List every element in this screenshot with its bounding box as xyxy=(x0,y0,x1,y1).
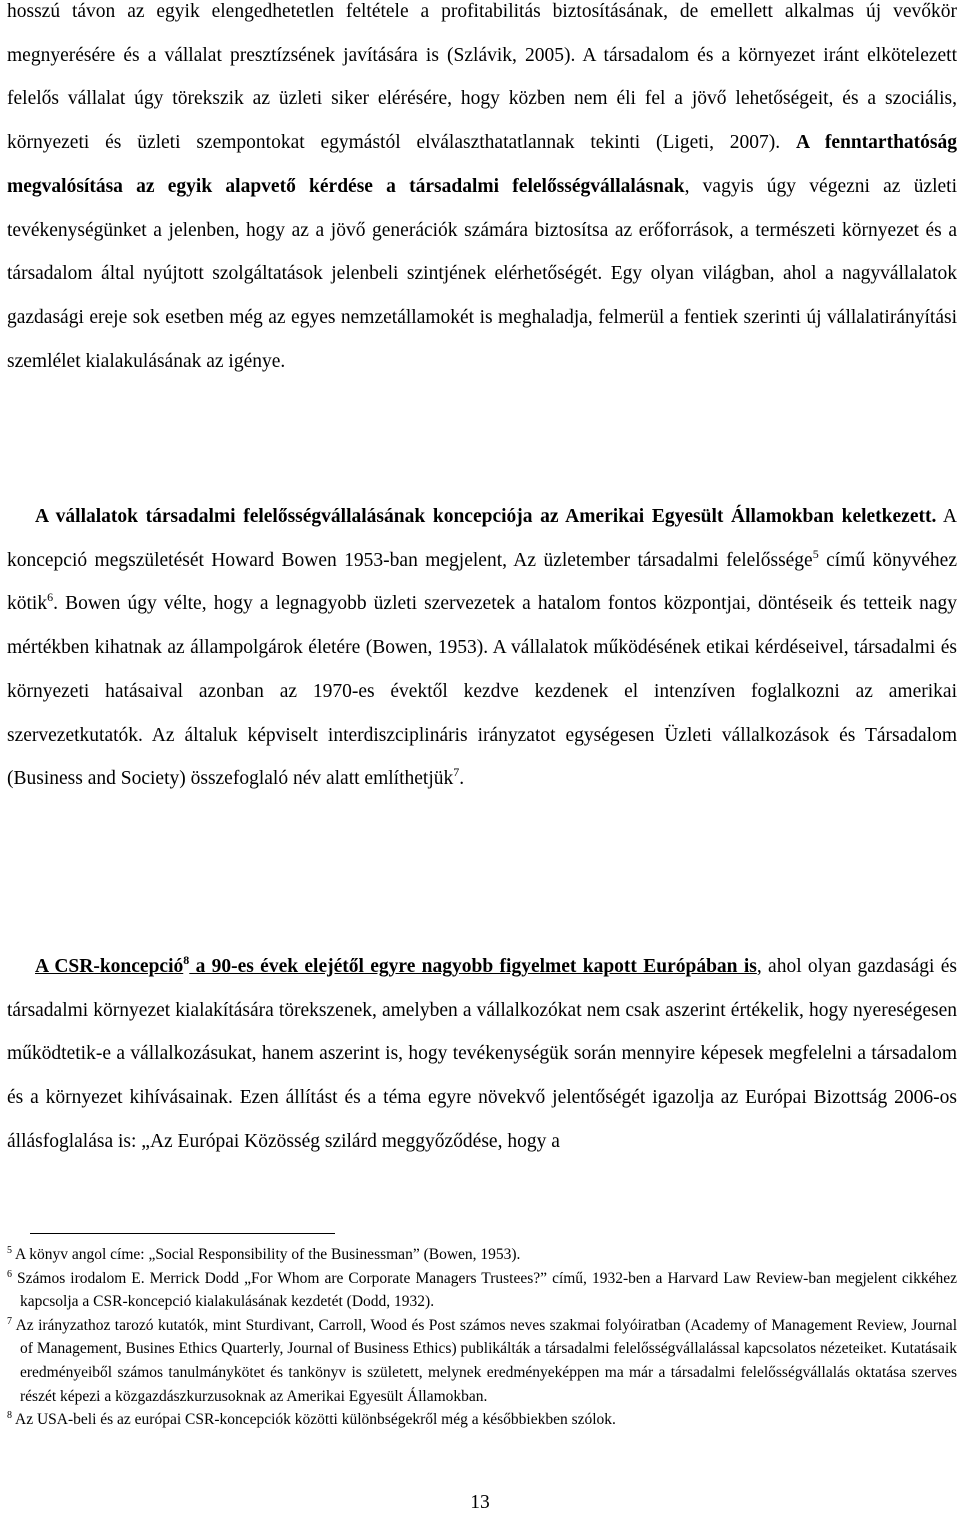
footnote-text: A könyv angol címe: „Social Responsibility of the Businessman” (Bowen, 1953). xyxy=(12,1246,521,1263)
footnote-text: Az USA-beli és az európai CSR-koncepciók közötti különbségekről még a későbbiekben szólok. xyxy=(12,1411,616,1429)
footnote-6 xyxy=(7,1267,957,1314)
paragraph-csr-europe xyxy=(7,945,957,1164)
bold-statement: A vállalatok társadalmi felelősségvállalásának koncepciója az Amerikai Egyesült Államokban keletkezett. xyxy=(35,506,937,527)
footnote-ref-7[interactable]: 7 xyxy=(453,765,460,780)
bold-statement: A fenntarthatóság megvalósítása az egyik alapvető kérdése a társadalmi felelősségvállalásnak xyxy=(7,132,957,197)
footnotes xyxy=(7,1243,957,1432)
paragraph-text: , vagyis úgy végezni az üzleti tevékenységünket a jelenben, hogy az a jövő generációk számára biztosítsa az erőforrások, a természeti környezet és a társadalom által nyújtott szolgáltatások jelenbeli szintjének elérhetőségét. Egy olyan világban, ahol a nagyvállalatok gazdasági ereje sok esetben még az egyes nemzetállamokét is meghaladja, felmerül a fentiek szerinti új vállalatirányítási szemlélet kialakulásának az igénye. xyxy=(7,175,958,372)
footnote-number: 7 xyxy=(7,1315,12,1327)
footnote-number: 5 xyxy=(7,1245,12,1256)
paragraph-text: A koncepció megszületését Howard Bowen 1953-ban megjelent, Az üzletember társadalmi felelőssége xyxy=(7,506,957,571)
footnote-ref-5[interactable]: 5 xyxy=(812,546,819,561)
paragraph-text: című könyvéhez kötik xyxy=(7,549,957,615)
page-number: 13 xyxy=(470,1492,490,1513)
footnote-ref-6[interactable]: 6 xyxy=(47,590,54,605)
footnote-8 xyxy=(7,1408,957,1432)
paragraph-text: , ahol olyan gazdasági és társadalmi környezet kialakítására törekszenek, amelyben a vállalkozókat nem csak aszerint értékelik, hogy nyereségesen működtetik-e a vállalkozásukat, hanem aszerint is, hogy tevékenységük során mennyire képesek megfelelni a társadalom és a környezet kihívásainak. Ezen állítást és a téma egyre növekvő jelentőségét igazolja az Európai Bizottság 2006-os állásfoglalása is: „Az Európai Közösség szilárd meggyőződése, hogy a xyxy=(7,956,957,1152)
paragraph-text: hosszú távon az egyik elengedhetetlen feltétele a profitabilitás biztosításának, de emellett alkalmas új vevőkör megnyerésére és a vállalat presztízsének javítására is (Szlávik, 2005). A társadalom és a környezet iránt elkötelezett felelős vállalat úgy törekszik az üzleti siker elérésére, hogy közben nem éli fel a jövő lehetőségeit, és a szociális, környezeti és üzleti szempontokat egymástól elválaszthatatlannak tekinti (Ligeti, 2007). xyxy=(7,1,957,154)
footnote-number: 8 xyxy=(7,1410,12,1422)
footnote-text: Számos irodalom E. Merrick Dodd „For Whom are Corporate Managers Trustees?” című, 1932-ben a Harvard Law Review-ban megjelent cikkéhez kapcsolja a CSR-koncepció kialakulásának kezdetét (Dodd, 1932). xyxy=(12,1269,957,1311)
footnote-divider xyxy=(30,1233,335,1234)
paragraph-fenntarthatosag xyxy=(7,0,957,383)
paragraph-text: . xyxy=(459,768,465,790)
underlined-text: A CSR-koncepció xyxy=(35,956,184,977)
paragraph-text: . Bowen úgy vélte, hogy a legnagyobb üzleti szervezetek a hatalom fontos központjai, döntéseik és tetteik nagy mértékben kihatnak az állampolgárok életére (Bowen, 1953). A vállalatok működésének etikai kérdéseivel, társadalmi és környezeti hatásaival azonban az 1970-es évektől kezdve kezdenek el intenzíven foglalkozni az amerikai szervezetkutatók. Az általuk képviselt interdiszciplináris irányzatot egységesen Üzleti vállalkozások és Társadalom (Business and Society) összefoglaló név alatt említhetjük xyxy=(7,593,957,790)
footnote-number: 6 xyxy=(7,1268,12,1280)
bold-underlined-statement xyxy=(35,953,757,977)
underlined-text: a 90-es évek elejétől egyre nagyobb figyelmet kapott Európában is xyxy=(189,956,757,977)
footnote-5 xyxy=(7,1243,957,1267)
footnote-ref-8[interactable]: 8 xyxy=(183,953,190,967)
paragraph-csr-origin xyxy=(7,495,957,801)
footnote-text: Az irányzathoz tarozó kutatók, mint Sturdivant, Carroll, Wood és Post számos neves szakmai folyóiratban (Academy of Management Review, Journal of Management, Busines Ethics Quarterly, Journal of Business Ethics) publikálták a társadalmi felelősségvállalással kapcsolatos nézeteiket. Kutatásaik eredményeiből számos tanulmánykötet és tankönyv is született, melynek eredményeképpen ma már a társadalmi felelősségvállalás oktatása szerves részét képezi a közgazdászkurzusoknak az Amerikai Egyesült Államokban. xyxy=(12,1316,957,1405)
footnote-7 xyxy=(7,1314,957,1408)
